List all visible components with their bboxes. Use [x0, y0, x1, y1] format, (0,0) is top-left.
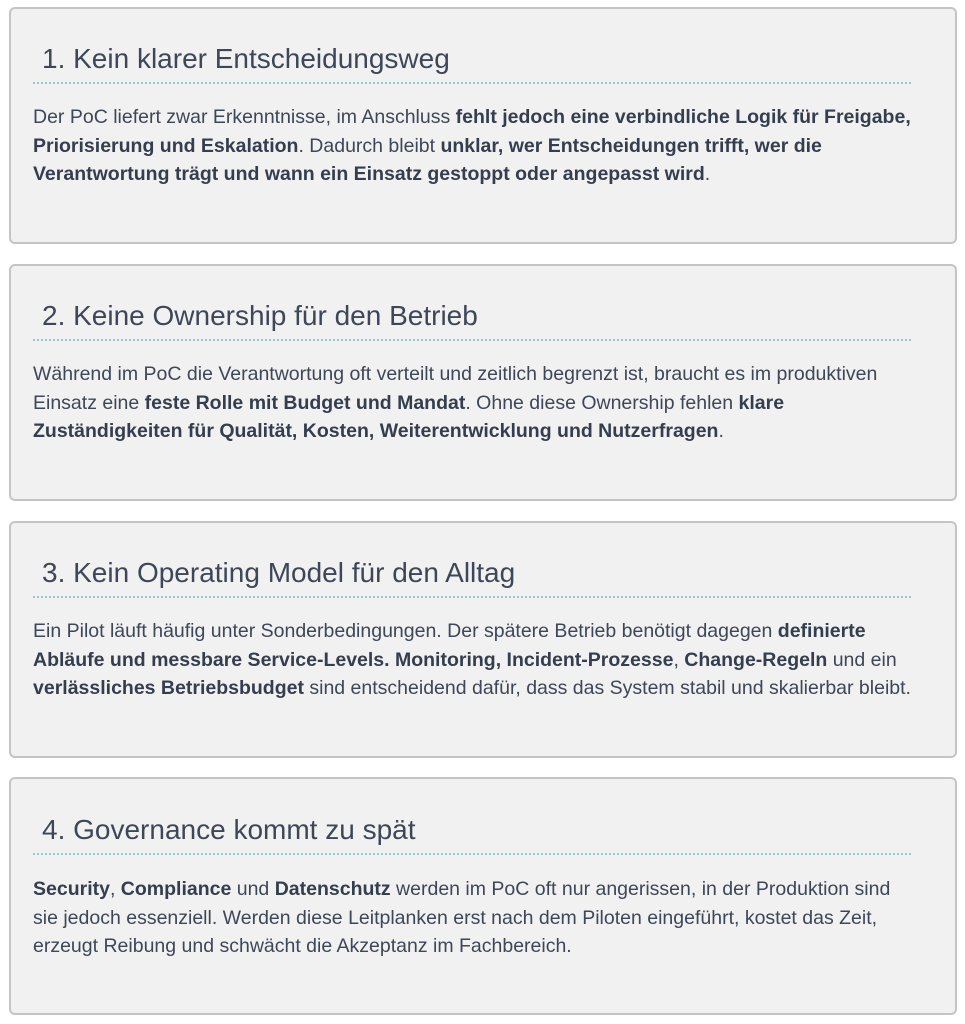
section-body	[33, 617, 911, 703]
section-card-3	[9, 521, 957, 758]
body-emphasis: Datenschutz	[274, 878, 391, 900]
body-emphasis: feste Rolle mit Budget und Mandat	[144, 391, 466, 414]
body-text: und	[231, 878, 275, 900]
section-body	[33, 360, 911, 446]
section-title: 1. Kein klarer Entscheidungsweg	[42, 43, 450, 74]
section-divider	[33, 339, 911, 341]
body-text: . Ohne diese Ownership fehlen	[465, 391, 739, 414]
body-text: ,	[109, 878, 121, 900]
body-emphasis: Compliance	[120, 878, 232, 900]
body-emphasis: verlässliches Betriebsbudget	[33, 677, 304, 700]
body-text: ,	[673, 648, 685, 671]
section-card-1	[9, 7, 957, 244]
section-divider	[33, 596, 911, 598]
body-text: Der PoC liefert zwar Erkenntnisse, im Anschluss	[33, 106, 456, 128]
body-text: Ein Pilot läuft häufig unter Sonderbedingungen. Der spätere Betrieb benötigt dagegen	[33, 620, 778, 642]
body-emphasis: unklar, wer Entscheidungen trifft, wer die Verantwortung trägt und wann ein Einsatz gestoppt oder angepasst wird	[33, 134, 822, 186]
body-text: .	[704, 163, 711, 186]
body-text: Während im PoC die Verantwortung oft verteilt und zeitlich begrenzt ist, braucht es im produktiven Einsatz eine	[33, 363, 878, 414]
section-divider	[33, 853, 911, 855]
body-text: werden im PoC oft nur angerissen, in der Produktion sind sie jedoch essenziell. Werden diese Leitplanken erst nach dem Piloten eingeführt, kostet das Zeit, erzeugt Reibung und schwächt die Akzeptanz im Fachbereich.	[33, 878, 891, 958]
body-emphasis: Change-Regeln	[684, 648, 828, 671]
section-body	[33, 103, 911, 189]
body-text: . Dadurch bleibt	[298, 134, 441, 157]
body-text: sind entscheidend dafür, dass das System stabil und skalierbar bleibt.	[303, 677, 911, 700]
section-card-4	[9, 777, 957, 1015]
body-text: .	[718, 420, 724, 443]
body-emphasis: Security	[33, 878, 110, 900]
body-emphasis: definierte Abläufe und messbare Service-Levels. Monitoring, Incident-Prozesse	[33, 620, 866, 671]
section-title: 4. Governance kommt zu spät	[42, 814, 416, 845]
section-divider	[33, 82, 911, 84]
body-emphasis: klare Zuständigkeiten für Qualität, Kosten, Weiterentwicklung und Nutzerfragen	[33, 391, 785, 443]
section-title: 2. Keine Ownership für den Betrieb	[42, 300, 478, 331]
body-emphasis: fehlt jedoch eine verbindliche Logik für Freigabe, Priorisierung und Eskalation	[33, 106, 911, 157]
section-title: 3. Kein Operating Model für den Alltag	[42, 557, 516, 588]
body-text: und ein	[827, 648, 897, 671]
section-body	[33, 875, 911, 961]
section-card-2	[9, 264, 957, 501]
